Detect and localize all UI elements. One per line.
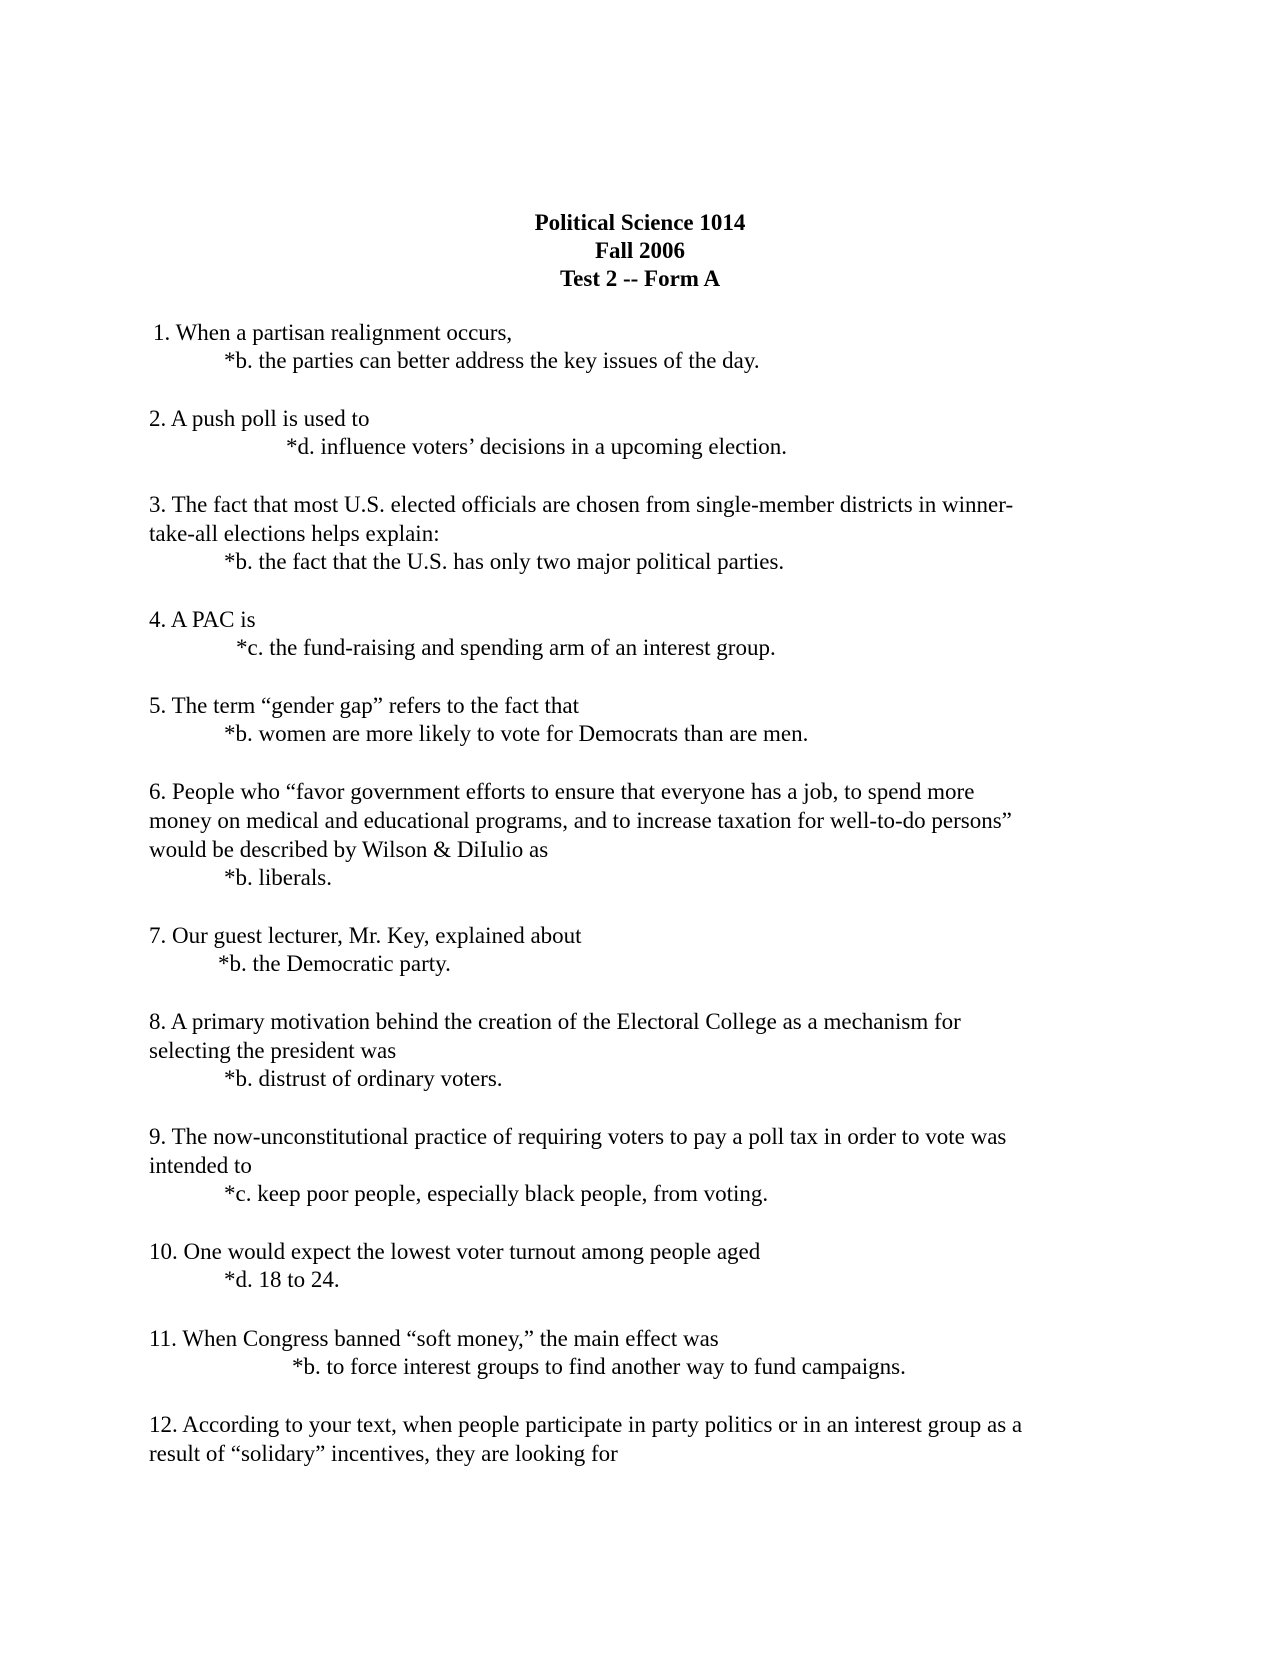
question-11-text: 11. When Congress banned “soft money,” the main effect was <box>149 1326 719 1351</box>
answer-7-text: *b. the Democratic party. <box>218 951 451 976</box>
question-5-text: 5. The term “gender gap” refers to the fact that <box>149 693 579 718</box>
answer-1-text: *b. the parties can better address the key issues of the day. <box>224 348 760 373</box>
question-9-text: intended to <box>149 1153 252 1178</box>
question-6-text: 6. People who “favor government efforts to ensure that everyone has a job, to spend more <box>149 779 975 804</box>
question-9-text: 9. The now-unconstitutional practice of requiring voters to pay a poll tax in order to vote was <box>149 1124 1007 1149</box>
answer-2-text: *d. influence voters’ decisions in a upcoming election. <box>286 434 787 459</box>
answer-10-text: *d. 18 to 24. <box>224 1267 340 1292</box>
answer-9-text: *c. keep poor people, especially black people, from voting. <box>224 1181 769 1206</box>
question-8-text: 8. A primary motivation behind the creation of the Electoral College as a mechanism for <box>149 1009 961 1034</box>
answer-4-text: *c. the fund-raising and spending arm of an interest group. <box>236 635 776 660</box>
test-title: Test 2 -- Form A <box>559 266 721 291</box>
question-10-text: 10. One would expect the lowest voter turnout among people aged <box>149 1239 761 1264</box>
answer-3-text: *b. the fact that the U.S. has only two major political parties. <box>224 549 785 574</box>
term-title: Fall 2006 <box>594 238 686 263</box>
question-4-text: 4. A PAC is <box>149 607 256 632</box>
question-12-text: result of “solidary” incentives, they are looking for <box>149 1441 618 1466</box>
answer-5-text: *b. women are more likely to vote for Democrats than are men. <box>224 721 809 746</box>
question-7-text: 7. Our guest lecturer, Mr. Key, explained about <box>149 923 582 948</box>
answer-8-text: *b. distrust of ordinary voters. <box>224 1066 503 1091</box>
question-6-text: money on medical and educational programs, and to increase taxation for well-to-do persons” <box>149 808 1012 833</box>
question-6-text: would be described by Wilson & DiIulio as <box>149 837 549 862</box>
answer-6-text: *b. liberals. <box>224 865 332 890</box>
question-3-text: take-all elections helps explain: <box>149 521 440 546</box>
question-12-text: 12. According to your text, when people participate in party politics or in an interest group as a <box>149 1412 1023 1437</box>
question-2-text: 2. A push poll is used to <box>149 406 370 431</box>
answer-11-text: *b. to force interest groups to find another way to fund campaigns. <box>292 1354 906 1379</box>
question-1-text: 1. When a partisan realignment occurs, <box>153 320 513 345</box>
question-8-text: selecting the president was <box>149 1038 397 1063</box>
question-3-text: 3. The fact that most U.S. elected officials are chosen from single-member districts in winner- <box>149 492 1014 517</box>
course-title: Political Science 1014 <box>534 210 746 235</box>
